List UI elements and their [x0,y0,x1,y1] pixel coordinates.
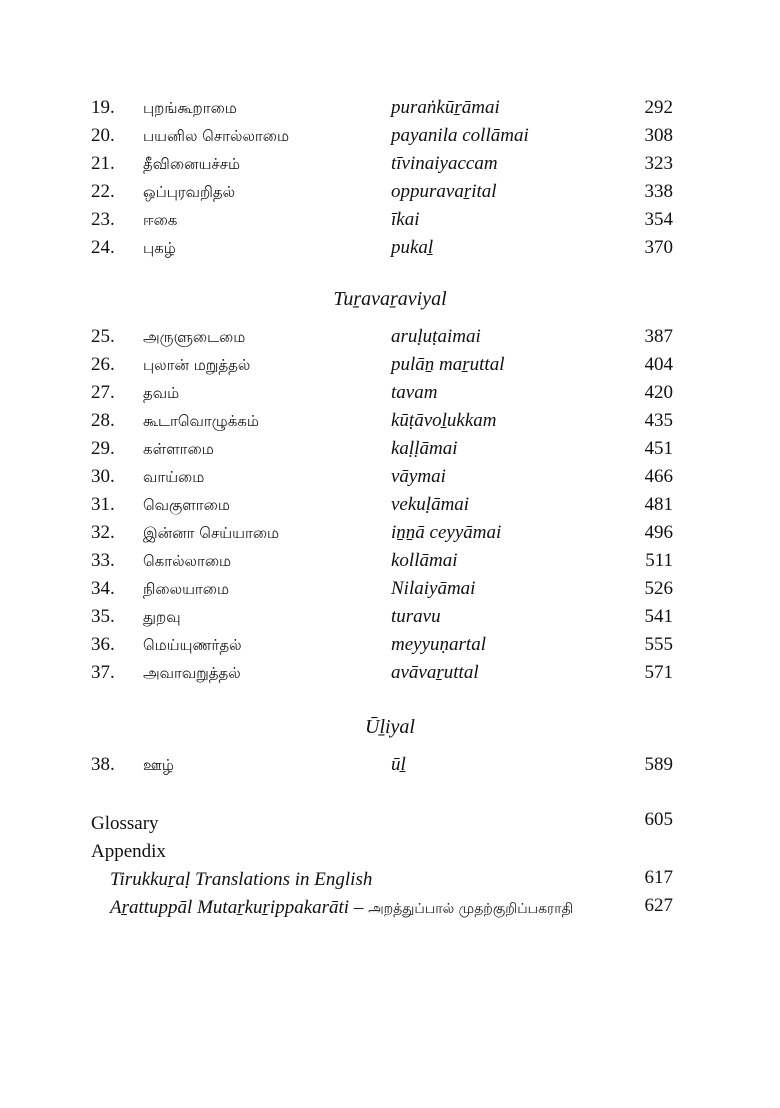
entry-transliteration: ūḻ [391,754,406,775]
entry-number: 38. [91,754,115,775]
entry-tamil-title: பயனில சொல்லாமை [143,127,290,145]
entry-page-number: 354 [644,209,673,230]
toc-entry [0,323,780,351]
entry-number: 30. [91,466,115,487]
entry-page-number: 404 [644,354,673,375]
entry-number: 27. [91,382,115,403]
appendix-index-entry [110,894,573,923]
entry-number: 29. [91,438,115,459]
toc-entry [0,435,780,463]
toc-entry [0,94,780,122]
entry-transliteration: turavu [391,606,441,627]
entry-page-number: 541 [644,606,673,627]
entry-tamil-title: ஈகை [143,211,178,229]
entry-number: 31. [91,494,115,515]
entry-tamil-title: தவம் [143,384,180,402]
entry-tamil-title: புறங்கூறாமை [143,99,237,117]
appendix-index-tamil: அறத்துப்பால் முதற்குறிப்பகராதி [368,901,574,917]
entry-tamil-title: மெய்யுணர்தல் [143,636,242,654]
toc-entry [0,631,780,659]
toc-entry [0,603,780,631]
entry-tamil-title: தீவினையச்சம் [143,155,241,173]
entry-transliteration: vekuḷāmai [391,494,470,515]
entry-page-number: 589 [644,754,673,775]
entry-transliteration: Nilaiyāmai [391,578,476,599]
appendix-translations-entry: Tirukkuṟaḷ Translations in English [110,869,373,890]
entry-transliteration: kūṭāvoḻukkam [391,410,497,431]
entry-number: 25. [91,326,115,347]
entry-tamil-title: வெகுளாமை [143,496,230,514]
entry-page-number: 526 [644,578,673,599]
toc-entry [0,519,780,547]
entry-number: 28. [91,410,115,431]
toc-entry [0,178,780,206]
entry-number: 20. [91,125,115,146]
toc-entry [0,463,780,491]
entry-tamil-title: கொல்லாமை [143,552,232,570]
entry-number: 34. [91,578,115,599]
appendix-label: Appendix [91,841,166,862]
entry-page-number: 387 [644,326,673,347]
entry-page-number: 466 [644,466,673,487]
entry-tamil-title: ஒப்புரவறிதல் [143,183,236,201]
entry-page-number: 496 [644,522,673,543]
entry-number: 19. [91,97,115,118]
entry-transliteration: kollāmai [391,550,458,571]
entry-page-number: 420 [644,382,673,403]
entry-transliteration: aruḷuṭaimai [391,326,481,347]
entry-tamil-title: இன்னா செய்யாமை [143,524,280,542]
entry-tamil-title: வாய்மை [143,468,205,486]
entry-page-number: 308 [644,125,673,146]
entry-page-number: 451 [644,438,673,459]
section-heading-uliyal: Ūḻiyal [365,716,415,738]
entry-number: 24. [91,237,115,258]
entry-page-number: 323 [644,153,673,174]
toc-entry [0,547,780,575]
entry-transliteration: tavam [391,382,438,403]
entry-transliteration: pulāṉ maṟuttal [391,354,505,375]
entry-transliteration: īkai [391,209,420,230]
toc-entry [0,659,780,687]
entry-number: 37. [91,662,115,683]
entry-transliteration: pukaḻ [391,237,434,258]
toc-entry [0,407,780,435]
toc-entry [0,491,780,519]
toc-entry [0,122,780,150]
entry-transliteration: puraṅkūṟāmai [391,97,500,118]
entry-transliteration: tīvinaiyaccam [391,153,498,174]
entry-transliteration: kaḷḷāmai [391,438,458,459]
entry-number: 36. [91,634,115,655]
entry-page-number: 370 [644,237,673,258]
toc-entry [0,206,780,234]
toc-entry [0,150,780,178]
entry-tamil-title: அவாவறுத்தல் [143,664,241,682]
toc-entry [0,575,780,603]
entry-tamil-title: புலான் மறுத்தல் [143,356,251,374]
entry-number: 22. [91,181,115,202]
toc-entry [0,234,780,262]
entry-tamil-title: கூடாவொழுக்கம் [143,412,259,430]
entry-page-number: 338 [644,181,673,202]
entry-page-number: 555 [644,634,673,655]
entry-tamil-title: கள்ளாமை [143,440,214,458]
entry-transliteration: avāvaṟuttal [391,662,479,683]
entry-page-number: 435 [644,410,673,431]
toc-entry [0,751,780,779]
entry-transliteration: payanila collāmai [391,125,529,146]
appendix-translations-page-number: 617 [644,867,673,888]
appendix-index-page-number: 627 [644,895,673,916]
appendix-index-latin: Aṟattuppāl Mutaṟkuṟippakarāti – [110,897,364,918]
entry-tamil-title: நிலையாமை [143,580,230,598]
entry-page-number: 571 [644,662,673,683]
entry-number: 32. [91,522,115,543]
entry-tamil-title: ஊழ் [143,756,174,774]
entry-tamil-title: புகழ் [143,239,176,257]
entry-number: 26. [91,354,115,375]
entry-number: 23. [91,209,115,230]
toc-entry [0,379,780,407]
entry-transliteration: oppuravaṟital [391,181,497,202]
entry-transliteration: vāymai [391,466,446,487]
glossary-page-number: 605 [644,809,673,830]
entry-tamil-title: துறவு [143,608,181,626]
glossary-label: Glossary [91,813,159,834]
section-heading-turavaraviyal: Tuṟavaṟaviyal [333,288,447,310]
entry-page-number: 292 [644,97,673,118]
entry-page-number: 511 [645,550,673,571]
entry-number: 35. [91,606,115,627]
entry-number: 21. [91,153,115,174]
entry-transliteration: meyyuṇartal [391,634,486,655]
entry-page-number: 481 [644,494,673,515]
toc-entry [0,351,780,379]
entry-transliteration: iṉṉā ceyyāmai [391,522,502,543]
entry-number: 33. [91,550,115,571]
entry-tamil-title: அருளுடைமை [143,328,246,346]
